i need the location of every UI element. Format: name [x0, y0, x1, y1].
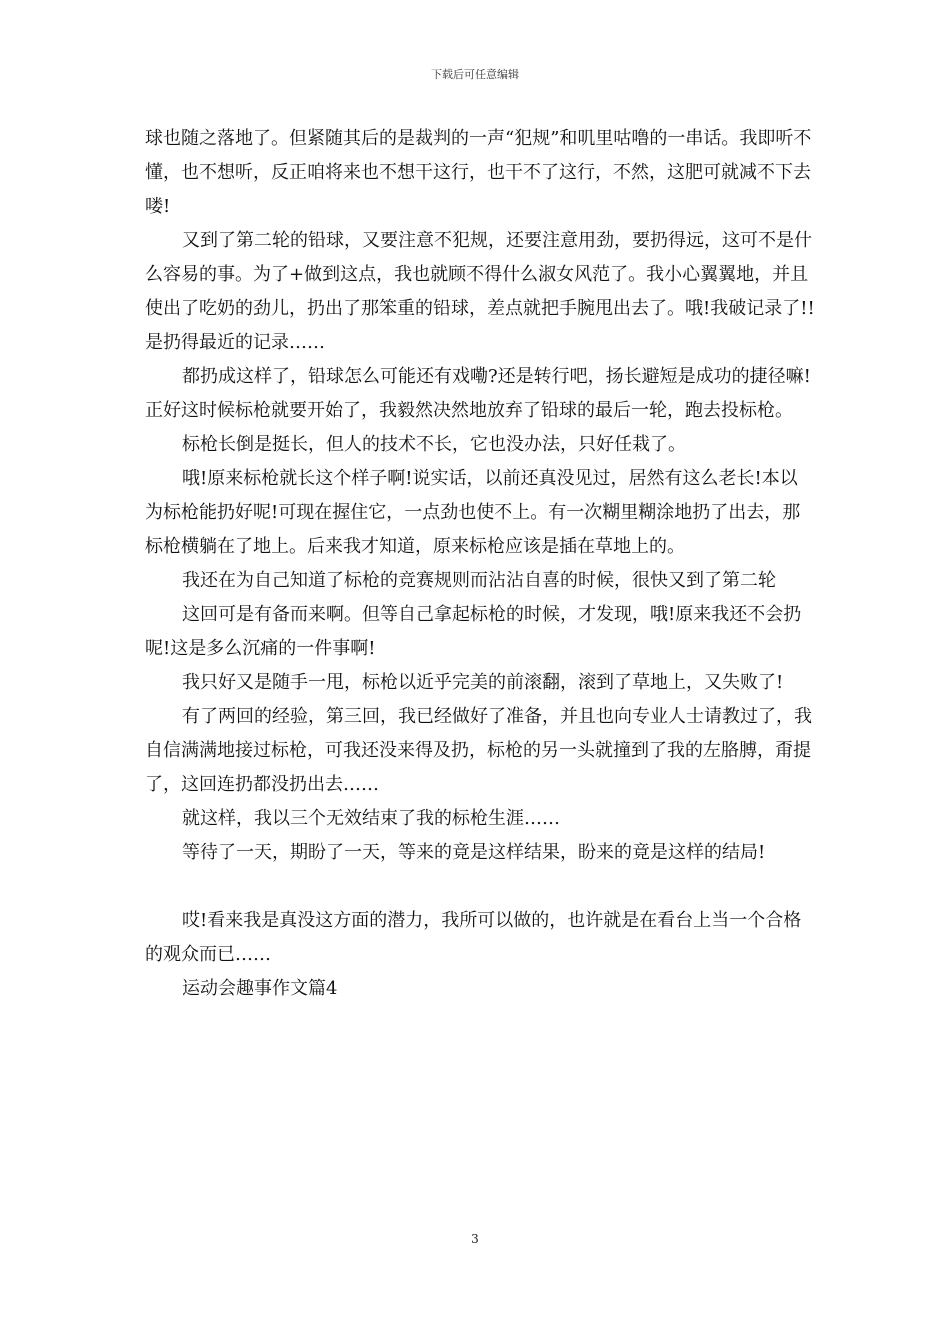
paragraph-10: 就这样，我以三个无效结束了我的标枪生涯…… — [182, 808, 560, 829]
paragraph-9: 有了两回的经验，第三回，我已经做好了准备，并且也向专业人士请教过了，我自信满满地接过标枪，可我还没来得及扔，标枪的另一头就撞到了我的左胳膊，甭提了，这回连扔都没扔出去…… — [145, 706, 812, 795]
paragraph-1: 球也随之落地了。但紧随其后的是裁判的一声“犯规”和叽里咕噜的一串话。我即听不懂，也不想听，反正咱将来也不想干这行，也干不了这行，不然，这肥可就减不下去喽! — [145, 128, 812, 217]
page-header: 下载后可任意编辑 — [431, 68, 519, 81]
paragraph-4: 标枪长倒是挺长，但人的技术不长，它也没办法，只好任栽了。 — [182, 434, 686, 455]
paragraph-5: 哦!原来标枪就长这个样子啊!说实话，以前还真没见过，居然有这么老长!本以为标枪能扔好呢!可现在握住它，一点劲也使不上。有一次糊里糊涂地扔了出去，那标枪横躺在了地上。后来我才知道，原来标枪应该是插在草地上的。 — [145, 468, 801, 557]
paragraph-11: 等待了一天，期盼了一天，等来的竟是这样结果，盼来的竟是这样的结局! — [182, 842, 766, 863]
paragraph-7: 这回可是有备而来啊。但等自己拿起标枪的时候，才发现，哦!原来我还不会扔呢!这是多么沉痛的一件事啊! — [145, 604, 802, 659]
paragraph-3: 都扔成这样了，铅球怎么可能还有戏嘞?还是转行吧，扬长避短是成功的捷径嘛!正好这时候标枪就要开始了，我毅然决然地放弃了铅球的最后一轮，跑去投标枪。 — [145, 366, 811, 421]
section-heading: 运动会趣事作文篇4 — [182, 978, 338, 999]
document-body — [145, 122, 815, 1006]
paragraph-2: 又到了第二轮的铅球，又要注意不犯规，还要注意用劲，要扔得远，这可不是什么容易的事。为了+做到这点，我也就顾不得什么淑女风范了。我小心翼翼地，并且使出了吃奶的劲儿，扔出了那笨重的铅球，差点就把手腕甩出去了。哦!我破记录了!!是扔得最近的记录…… — [145, 230, 815, 353]
paragraph-8: 我只好又是随手一甩，标枪以近乎完美的前滚翻，滚到了草地上，又失败了! — [182, 672, 784, 693]
page-number: 3 — [471, 1232, 479, 1246]
paragraph-6: 我还在为自己知道了标枪的竞赛规则而沾沾自喜的时候，很快又到了第二轮 — [182, 570, 776, 591]
paragraph-12: 哎!看来我是真没这方面的潜力，我所可以做的，也许就是在看台上当一个合格的观众而已…… — [145, 910, 802, 965]
